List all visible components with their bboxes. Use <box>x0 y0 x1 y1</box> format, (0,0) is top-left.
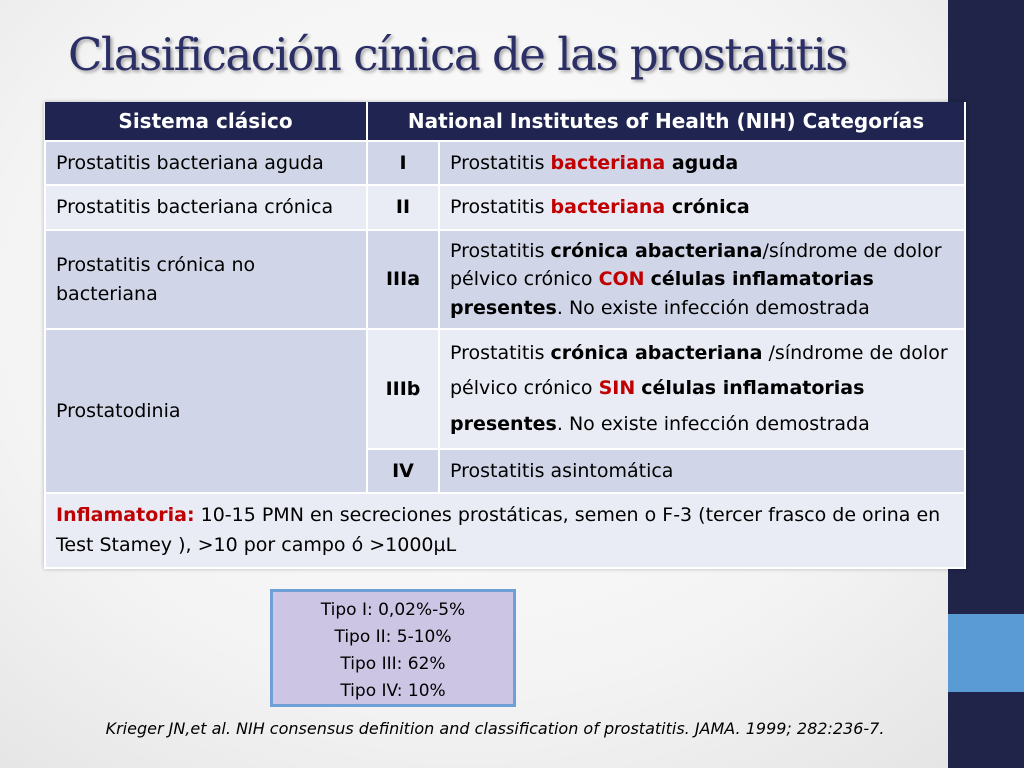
inflammatory-note: Inflamatoria: 10-15 PMN en secreciones prostáticas, semen o F-3 (tercer frasco de orina en Test Stamey ), >10 por campo ó >1000µL <box>45 493 965 568</box>
nih-description-cell: Prostatitis crónica abacteriana /síndrome de dolor pélvico crónico SIN células inflamatorias presentes. No existe infección demostrada <box>439 329 965 448</box>
table-row <box>45 185 965 229</box>
reference-citation: Krieger JN,et al. NIH consensus definition and classification of prostatitis. JAMA. 1999; 282:236-7. <box>105 719 885 738</box>
nih-code-cell: IIIa <box>367 230 439 330</box>
table-header-row <box>45 102 965 141</box>
nih-code-cell: IV <box>367 449 439 493</box>
side-bar-accent <box>948 614 1024 692</box>
nih-description-cell: Prostatitis bacteriana aguda <box>439 141 965 185</box>
table-row <box>45 329 965 448</box>
table-row <box>45 230 965 330</box>
nih-code-cell: II <box>367 185 439 229</box>
table-row <box>45 141 965 185</box>
nih-description-cell: Prostatitis asintomática <box>439 449 965 493</box>
prevalence-line: Tipo IV: 10% <box>340 681 446 701</box>
nih-code-cell: IIIb <box>367 329 439 448</box>
nih-code-cell: I <box>367 141 439 185</box>
classic-cell: Prostatitis bacteriana aguda <box>45 141 367 185</box>
inflammatory-note-row <box>45 493 965 568</box>
slide-title: Clasificación cínica de las prostatitis <box>68 28 847 81</box>
nih-description-cell: Prostatitis crónica abacteriana/síndrome de dolor pélvico crónico CON células inflamatorias presentes. No existe infección demostrada <box>439 230 965 330</box>
header-nih-categories: National Institutes of Health (NIH) Categorías <box>367 102 965 141</box>
classic-cell: Prostatitis crónica no bacteriana <box>45 230 367 330</box>
prevalence-line: Tipo II: 5-10% <box>334 627 452 647</box>
prevalence-line: Tipo III: 62% <box>340 654 446 674</box>
prevalence-line: Tipo I: 0,02%-5% <box>320 600 466 620</box>
classic-cell: Prostatodinia <box>45 329 367 493</box>
classic-cell: Prostatitis bacteriana crónica <box>45 185 367 229</box>
header-classic-system: Sistema clásico <box>45 102 367 141</box>
prevalence-box <box>270 589 516 707</box>
nih-description-cell: Prostatitis bacteriana crónica <box>439 185 965 229</box>
classification-table <box>44 102 966 569</box>
